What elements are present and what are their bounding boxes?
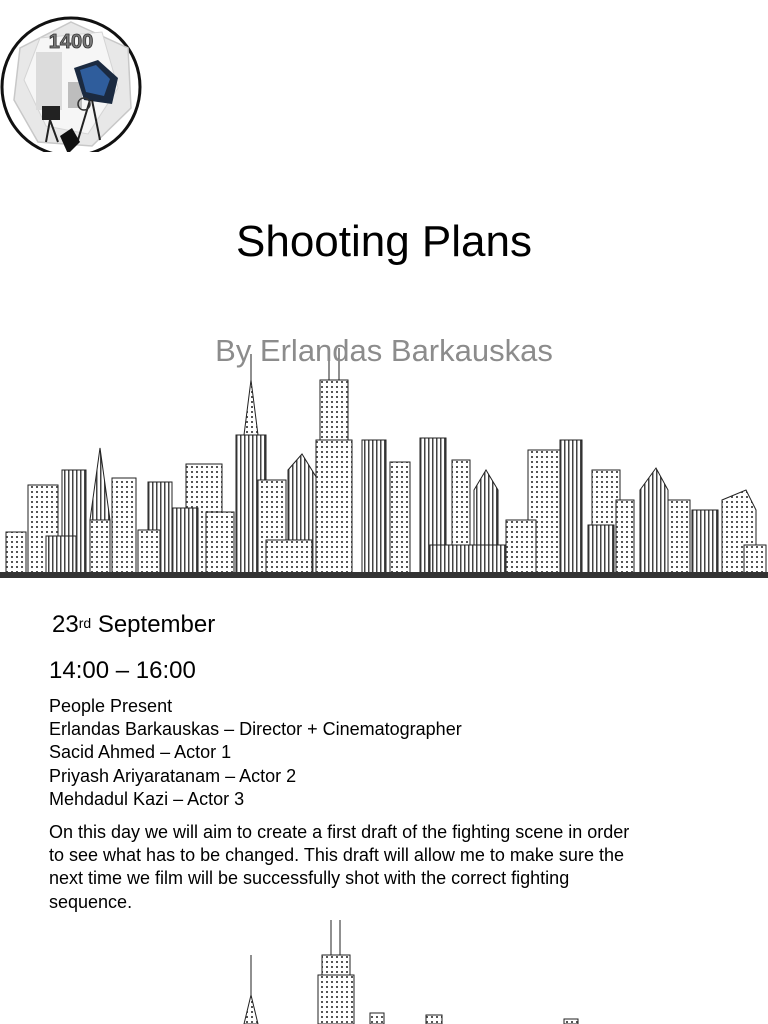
list-item: Sacid Ahmed – Actor 1 — [49, 742, 232, 763]
page-title: Shooting Plans — [236, 217, 532, 266]
studio-logo — [0, 8, 142, 152]
list-item: Erlandas Barkauskas – Director + Cinematographer — [49, 719, 462, 740]
list-item: Priyash Ariyaratanam – Actor 2 — [49, 765, 297, 786]
shoot-description: On this day we will aim to create a first draft of the fighting scene in order to see what has to be changed. This draft will allow me to make sure the next time we film will be successfully shot with the correct fighting sequence. — [49, 822, 630, 912]
city-skyline-illustration — [0, 340, 768, 578]
svg-text:1400: 1400 — [48, 31, 94, 53]
people-present-list — [49, 695, 462, 811]
shoot-time: 14:00 – 16:00 — [49, 657, 196, 684]
author-subtitle: By Erlandas Barkauskas — [215, 333, 553, 368]
date-month: September — [97, 611, 216, 638]
city-skyline-illustration-bottom — [0, 915, 768, 1024]
date-day: 23 — [52, 611, 79, 638]
date-suffix: rd — [78, 615, 92, 631]
people-heading: People Present — [49, 696, 173, 716]
list-item: Mehdadul Kazi – Actor 3 — [49, 788, 245, 809]
shoot-date — [52, 610, 215, 640]
